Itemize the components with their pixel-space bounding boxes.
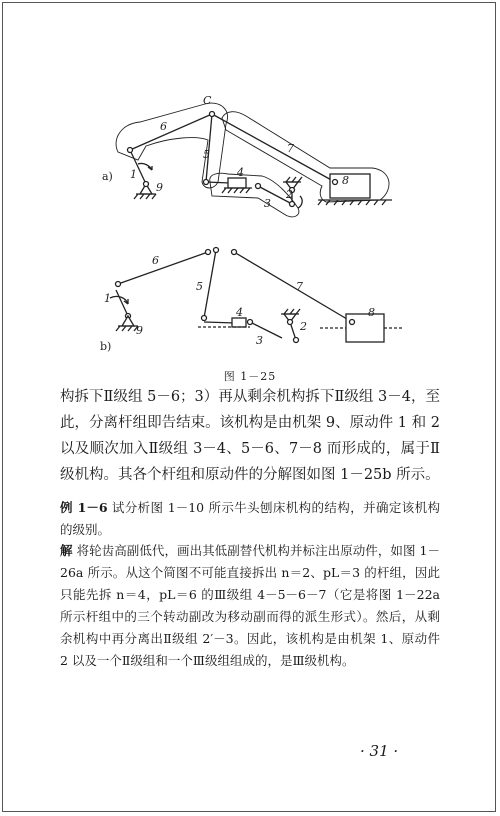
label-5-b: 5 (196, 280, 203, 293)
paragraph-continuation: 构拆下Ⅱ级组 5－6；3）再从剩余机构拆下Ⅱ级组 3－4，至此，分离杆组即告结束。该机构是由机架 9、原动件 1 和 2 以及顺次加入Ⅱ级组 3－4、5－6、7－8 而形成的，属于Ⅱ级机构。其各个杆组和原动件的分解图如图 1－25b 所示。 (60, 389, 440, 483)
figure-caption: 图 1－25 (223, 370, 277, 383)
link-3-b (250, 322, 282, 338)
label-7-b: 7 (296, 280, 303, 293)
label-2-b: 2 (300, 320, 307, 333)
example-text: 试分析图 1－10 所示牛头刨床机构的结构，并确定该机构的级别。 (60, 500, 440, 537)
label-9: 9 (156, 181, 163, 194)
joint-4 (204, 180, 209, 185)
link-7-b (234, 252, 352, 322)
panel-b-label: b) (100, 340, 112, 353)
label-1-b: 1 (104, 292, 111, 305)
example-title: 例 1－6 (60, 500, 108, 515)
slider-8-b (346, 314, 384, 342)
label-4-b: 4 (236, 306, 243, 319)
label-6: 6 (160, 120, 167, 133)
label-5: 5 (203, 148, 210, 161)
label-3: 3 (264, 197, 271, 210)
label-6-b: 6 (152, 254, 159, 267)
label-1: 1 (130, 168, 137, 181)
label-7: 7 (287, 142, 294, 155)
joint-a (128, 148, 133, 153)
label-3-b: 3 (256, 334, 263, 347)
label-8-b: 8 (368, 306, 375, 319)
figure-panel-a-labels (102, 94, 349, 210)
link-4-b (204, 322, 236, 323)
driver-arrow-2 (298, 196, 302, 208)
solution-text: 将轮齿高副低代，画出其低副替代机构并标注出原动件，如图 1－26a 所示。从这个简图不可能直接拆出 n＝2、pL＝3 的杆组，因此只能先拆 n＝4，pL＝6 的Ⅲ级组 4－5－6－7（它是将图 1－22a 所示杆组中的三个转动副改为移动副而得的派生形式）。然后，从剩余机构中再分离出Ⅱ级组 2′－3。因此，该机构是由机架 1、原动件 2 以及一个Ⅱ级组和一个Ⅲ级组组成的，是Ⅲ级机构。 (60, 543, 440, 668)
slider-4 (228, 178, 246, 188)
link-7 (212, 114, 335, 182)
solution-paragraph (60, 540, 440, 672)
figure-panel-b-labels (100, 254, 375, 353)
solution-title: 解 (60, 543, 73, 558)
joint-c (210, 112, 215, 117)
label-8: 8 (342, 174, 349, 187)
link-6-b (118, 252, 208, 284)
label-9-b: 9 (136, 324, 143, 337)
page-number: · 31 · (360, 742, 399, 760)
label-c: C (203, 94, 212, 107)
joint-3 (256, 184, 261, 189)
label-2: 2 (286, 188, 293, 201)
panel-a-label: a) (102, 170, 113, 183)
mechanism-figure (0, 0, 500, 370)
figure-panel-a (116, 103, 392, 217)
example-paragraph (60, 497, 440, 541)
link-5-b (204, 250, 216, 318)
label-4: 4 (237, 166, 244, 179)
link-6 (130, 114, 212, 150)
link-4 (206, 182, 230, 183)
slider-8 (330, 174, 370, 198)
